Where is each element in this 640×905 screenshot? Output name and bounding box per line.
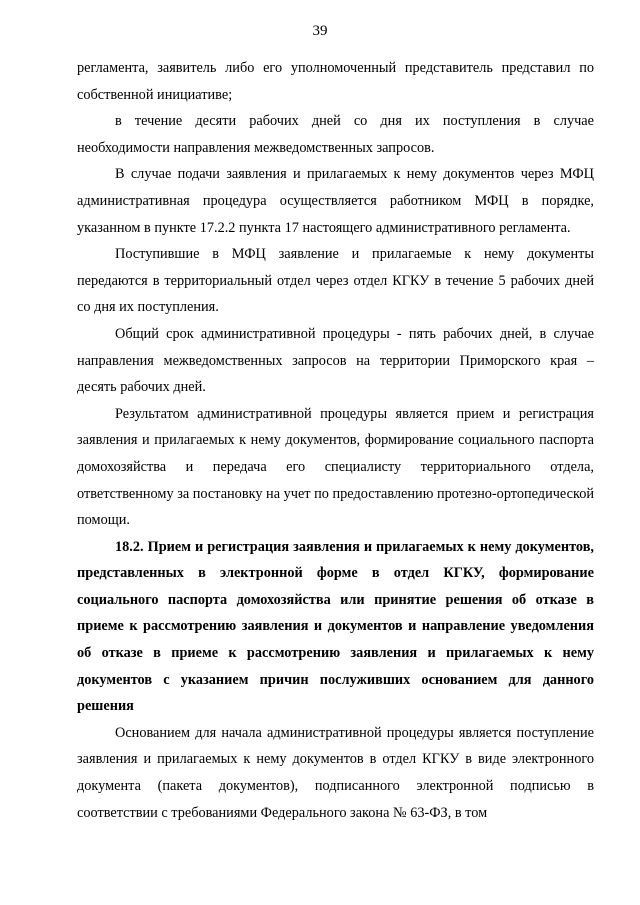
section-heading-18-2: 18.2. Прием и регистрация заявления и прилагаемых к нему документов, представленных в электронной форме в отдел КГКУ, формирование социального паспорта домохозяйства или принятие решения об отказе в приеме к рассмотрению заявления и документов и направление уведомления об отказе в приеме к рассмотрению заявления и прилагаемых к нему документов с указанием причин послуживших основанием для данного решения bbox=[77, 538, 594, 715]
page-number: 39 bbox=[312, 23, 328, 39]
document-body bbox=[77, 55, 594, 826]
paragraph-regulation-continuation: регламента, заявитель либо его уполномоченный представитель представил по собственной инициативе; bbox=[77, 60, 594, 103]
paragraph-ten-days-term: в течение десяти рабочих дней со дня их поступления в случае необходимости направления межведомственных запросов. bbox=[77, 113, 594, 156]
paragraph-mfc-transfer: Поступившие в МФЦ заявление и прилагаемые к нему документы передаются в территориальный отдел через отдел КГКУ в течение 5 рабочих дней со дня их поступления. bbox=[77, 246, 594, 316]
paragraph-mfc-submission: В случае подачи заявления и прилагаемых к нему документов через МФЦ административная процедура осуществляется работником МФЦ в порядке, указанном в пункте 17.2.2 пункта 17 настоящего административного регламента. bbox=[77, 166, 594, 236]
paragraph-general-term: Общий срок административной процедуры - пять рабочих дней, в случае направления межведомственных запросов на территории Приморского края – десять рабочих дней. bbox=[77, 325, 594, 396]
paragraph-electronic-grounds: Основанием для начала административной процедуры является поступление заявления и прилагаемых к нему документов в отдел КГКУ в виде электронного документа (пакета документов), подписанного электронной подписью в соответствии с требованиями Федерального закона № 63-ФЗ, в том bbox=[77, 724, 594, 821]
paragraph-procedure-result: Результатом административной процедуры является прием и регистрация заявления и прилагаемых к нему документов, формирование социального паспорта домохозяйства и передача его специалисту территориального отдела, ответственному за постановку на учет по предоставлению протезно-ортопедической помощи. bbox=[77, 405, 594, 529]
